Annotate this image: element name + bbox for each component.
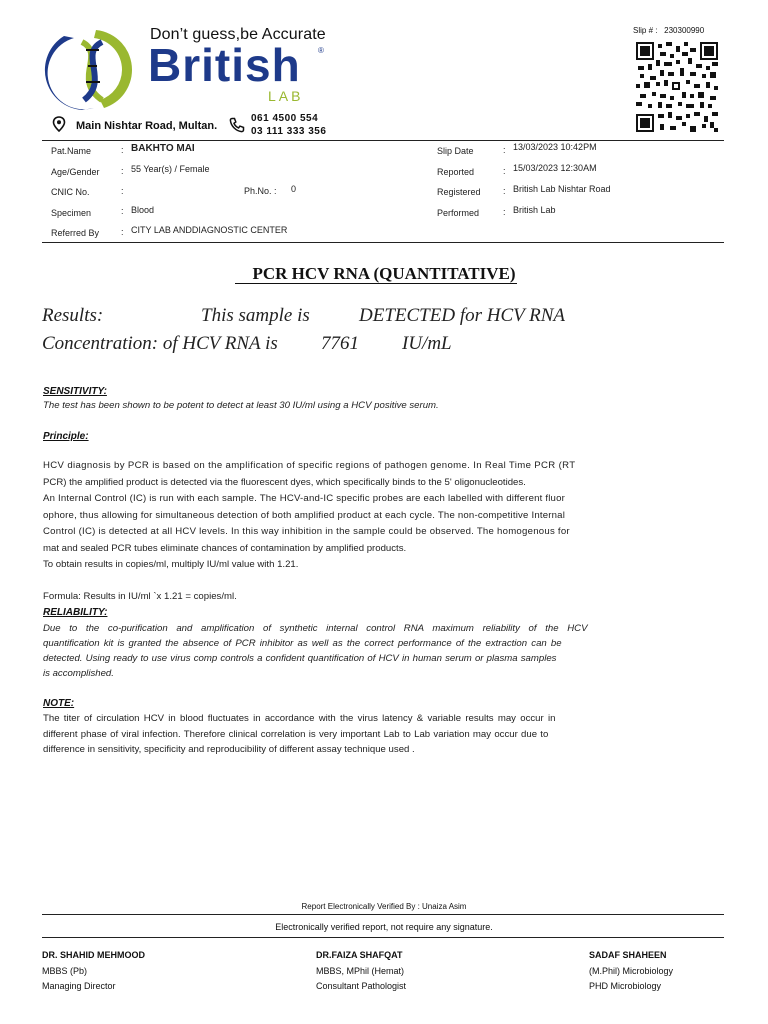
concentration-value: 7761 [321,333,359,354]
specimen-label: Specimen [51,208,92,218]
registered-mark: ® [318,46,324,55]
results-text: This sample is [201,305,310,326]
principle-line: To obtain results in copies/ml, multiply IU/ml value with 1.21. [43,559,299,570]
signatory-designation: Managing Director [42,981,116,991]
signatory-name: DR. SHAHID MEHMOOD [42,950,145,960]
slip-date-value: 13/03/2023 10:42PM [513,142,597,152]
phone-number-2: 03 111 333 356 [251,126,327,137]
results-value: DETECTED for HCV RNA [359,305,566,326]
principle-line: Control (IC) is detected at all HCV levels. In this way inhibition in the sample could be observed. The homogenous for [43,526,570,537]
colon: : [503,186,506,196]
phone-number-1: 061 4500 554 [251,113,319,124]
signatory-1 [42,950,145,991]
divider-bottom [42,937,724,938]
no-signature-note: Electronically verified report, not require any signature. [275,922,493,932]
title-underline [235,283,517,284]
concentration-unit: IU/mL [402,333,452,354]
note-line: The titer of circulation HCV in blood fluctuates in accordance with the virus latency & variable results may occur in [43,713,556,724]
signatory-name: SADAF SHAHEEN [589,950,667,960]
reliability-heading: RELIABILITY: [43,607,108,618]
divider-footer [42,914,724,915]
reported-label: Reported [437,167,475,177]
note-line: difference in sensitivity, specificity and reproducibility of different assay technique used . [43,744,415,755]
colon: : [121,145,124,155]
colon: : [503,145,506,155]
signatory-designation: Consultant Pathologist [316,981,407,991]
note-paragraph [43,711,709,758]
signatory-2 [316,950,406,991]
colon: : [121,166,124,176]
signatory-3 [589,950,673,991]
address: Main Nishtar Road, Multan. [76,120,218,132]
performed-label: Performed [437,208,480,218]
reliability-line: detected. Using ready to use virus comp controls a confident quantification of HCV in human serum or plasma samples [43,653,557,664]
divider-info [42,242,724,243]
colon: : [121,206,124,216]
principle-line: PCR) the amplified product is detected via the fluorescent dyes, which specifically binds to the 5' oligonucleotides. [43,476,526,488]
slip-date-label: Slip Date [437,146,474,156]
registered-label: Registered [437,187,481,197]
note-heading: NOTE: [43,698,75,709]
principle-heading: Principle: [43,431,89,442]
patient-name: BAKHTO MAI [131,143,195,154]
colon: : [121,186,124,196]
slip-value: 230300990 [664,26,705,35]
reliability-paragraph [43,621,709,681]
registered-value: British Lab Nishtar Road [513,184,611,194]
slip-number [633,26,704,35]
slip-label: Slip # : [633,26,658,35]
verified-by: Report Electronically Verified By : Unaiza Asim [301,902,467,911]
principle-line: An Internal Control (IC) is run with each sample. The HCV-and-IC specific probes are each labelled with different fluor [43,493,566,504]
performed-value: British Lab [513,205,556,215]
principle-line: mat and sealed PCR tubes eliminate chances of contamination by amplified products. [43,542,407,554]
reliability-line: quantification kit is granted the absence of PCR inhibitor as well as the correct performance of the extraction can be [43,638,562,649]
principle-line: ophore, thus allowing for simultaneous detection of both amplified product at each cycle. The non-competitive Internal [43,509,566,521]
tagline: Don’t guess,be Accurate [150,26,326,43]
age-gender-label: Age/Gender [51,167,100,177]
colon: : [503,207,506,217]
concentration-label: Concentration: of HCV RNA is [42,333,278,354]
specimen-value: Blood [131,205,155,215]
signatory-qualification: MBBS (Pb) [42,966,88,976]
report-title: PCR HCV RNA (QUANTITATIVE) [252,264,516,283]
brand-sub: LAB [268,88,304,104]
referred-by-label: Referred By [51,228,100,238]
principle-paragraph [43,458,709,574]
sensitivity-text: The test has been shown to be potent to detect at least 30 IU/ml using a HCV positive serum. [43,400,439,411]
patient-name-label: Pat.Name [51,146,92,156]
colon: : [503,166,506,176]
cnic-label: CNIC No. [51,187,90,197]
formula-text: Formula: Results in IU/ml `x 1.21 = copies/ml. [43,591,237,602]
dna-logo-icon [44,24,144,114]
reliability-line: Due to the co-purification and amplification of synthetic internal control RNA maximum reliability of the HCV [43,623,588,634]
reliability-line: is accomplished. [43,668,114,679]
qr-code-icon [636,42,718,132]
referred-by-value: CITY LAB ANDDIAGNOSTIC CENTER [131,225,288,235]
phone-value: 0 [291,184,297,194]
signatory-designation: PHD Microbiology [589,981,662,991]
signatory-qualification: (M.Phil) Microbiology [589,966,674,976]
signatory-name: DR.FAIZA SHAFQAT [316,950,403,960]
age-gender: 55 Year(s) / Female [131,164,210,174]
signatory-qualification: MBBS, MPhil (Hemat) [316,966,405,976]
brand-name: British [148,39,301,91]
phone-label: Ph.No. : [244,186,277,196]
reported-value: 15/03/2023 12:30AM [513,163,597,173]
colon: : [121,227,124,237]
map-pin-icon [52,116,66,132]
phone-icon [229,117,245,133]
results-label: Results: [42,305,104,326]
sensitivity-heading: SENSITIVITY: [43,386,107,397]
principle-line: HCV diagnosis by PCR is based on the amplification of specific regions of pathogen genome. In Real Time PCR (RT [43,460,576,471]
note-line: different phase of viral infection. Therefore clinical correlation is very important Lab to Lab variation may occur due to [43,728,549,740]
divider-top [42,140,724,141]
